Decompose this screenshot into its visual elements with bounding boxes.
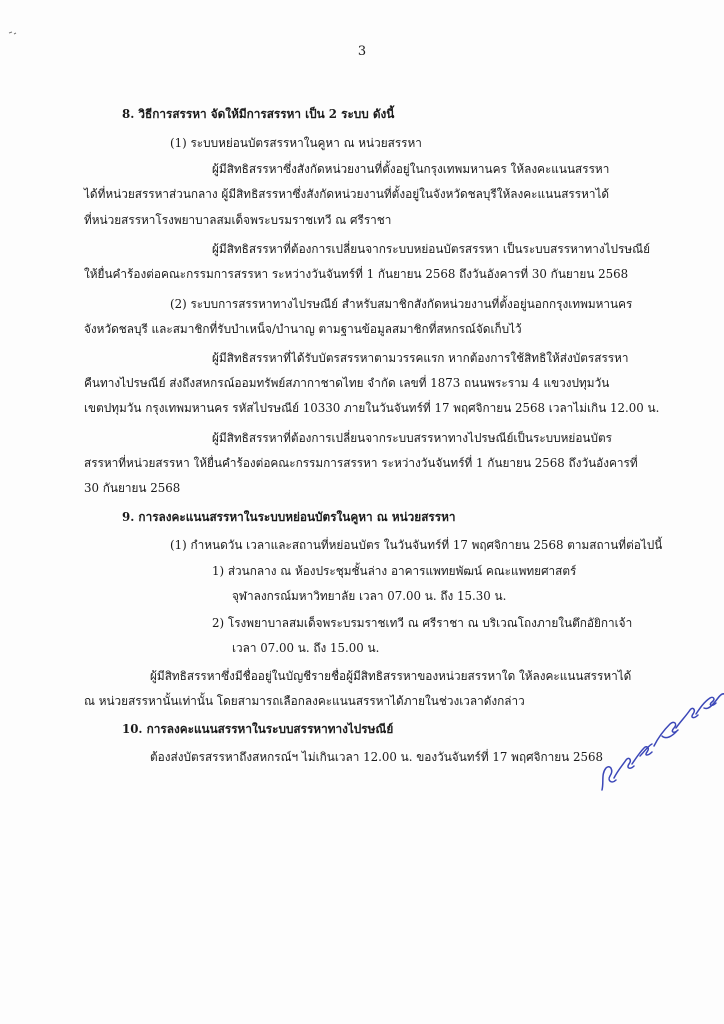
section-9-note-line: ผู้มีสิทธิสรรหาซึ่งมีชื่ออยู่ในบัญชีรายชื่อผู้มีสิทธิสรรหาของหน่วยสรรหาใด ให้ลงคะแนนสรรหาได้	[150, 669, 632, 683]
section-8-sub2-title-cont: จังหวัดชลบุรี และสมาชิกที่รับบำเหน็จ/บำนาญ ตามฐานข้อมูลสมาชิกที่สหกรณ์จัดเก็บไว้	[84, 322, 522, 336]
section-9-place-line: 2) โรงพยาบาลสมเด็จพระบรมราชเทวี ณ ศรีราชา ณ บริเวณโถงภายในตึกอัยิกาเจ้า	[212, 616, 633, 630]
section-9-item1: (1) กำหนดวัน เวลาและสถานที่หย่อนบัตร ในวันจันทร์ที่ 17 พฤศจิกายน 2568 ตามสถานที่ต่อไปนี้	[170, 538, 663, 552]
section-8-sub2-para2-line: สรรหาที่หน่วยสรรหา ให้ยื่นคำร้องต่อคณะกรรมการสรรหา ระหว่างวันจันทร์ที่ 1 กันยายน 2568 ถึงวันอังคารที่	[84, 456, 638, 470]
section-8-sub2-para2-line: ผู้มีสิทธิสรรหาที่ต้องการเปลี่ยนจากระบบสรรหาทางไปรษณีย์เป็นระบบหย่อนบัตร	[212, 431, 612, 445]
section-8-heading: 8. วิธีการสรรหา จัดให้มีการสรรหา เป็น 2 ระบบ ดังนี้	[122, 107, 395, 121]
section-8-sub1-para1-line: ที่หน่วยสรรหาโรงพยาบาลสมเด็จพระบรมราชเทวี ณ ศรีราชา	[84, 213, 392, 227]
section-8-sub2-para2-line: 30 กันยายน 2568	[84, 481, 181, 495]
section-8-sub2-para1-line: คืนทางไปรษณีย์ ส่งถึงสหกรณ์ออมทรัพย์สภากาชาดไทย จำกัด เลขที่ 1873 ถนนพระราม 4 แขวงปทุมวัน	[84, 376, 610, 390]
section-9-note-line: ณ หน่วยสรรหานั้นเท่านั้น โดยสามารถเลือกลงคะแนนสรรหาได้ภายในช่วงเวลาดังกล่าว	[84, 694, 525, 708]
section-10-heading: 10. การลงคะแนนสรรหาในระบบสรรหาทางไปรษณีย์	[122, 722, 394, 736]
section-8-sub2-title: (2) ระบบการสรรหาทางไปรษณีย์ สำหรับสมาชิกสังกัดหน่วยงานที่ตั้งอยู่นอกกรุงเทพมหานคร	[170, 297, 633, 311]
section-8-sub1-para2-line: ให้ยื่นคำร้องต่อคณะกรรมการสรรหา ระหว่างวันจันทร์ที่ 1 กันยายน 2568 ถึงวันอังคารที่ 30 กันยายน 2568	[84, 267, 629, 281]
section-8-sub2-para1-line: ผู้มีสิทธิสรรหาที่ได้รับบัตรสรรหาตามวรรคแรก หากต้องการใช้สิทธิให้ส่งบัตรสรรหา	[212, 351, 629, 365]
section-8-sub1-para1-line: ผู้มีสิทธิสรรหาซึ่งสังกัดหน่วยงานที่ตั้งอยู่ในกรุงเทพมหานคร ให้ลงคะแนนสรรหา	[212, 162, 610, 176]
section-9-heading: 9. การลงคะแนนสรรหาในระบบหย่อนบัตรในคูหา ณ หน่วยสรรหา	[122, 510, 456, 524]
section-10-text: ต้องส่งบัตรสรรหาถึงสหกรณ์ฯ ไม่เกินเวลา 12.00 น. ของวันจันทร์ที่ 17 พฤศจิกายน 2568	[150, 750, 604, 764]
section-9-place-line: จุฬาลงกรณ์มหาวิทยาลัย เวลา 07.00 น. ถึง 15.30 น.	[232, 589, 507, 603]
section-8-sub1-para2-line: ผู้มีสิทธิสรรหาที่ต้องการเปลี่ยนจากระบบหย่อนบัตรสรรหา เป็นระบบสรรหาทางไปรษณีย์	[212, 242, 650, 256]
section-8-sub1-para1-line: ได้ที่หน่วยสรรหาส่วนกลาง ผู้มีสิทธิสรรหาซึ่งสังกัดหน่วยงานที่ตั้งอยู่ในจังหวัดชลบุรีให้ลงคะแนนสรรหาได้	[84, 187, 610, 201]
section-8-sub1-title: (1) ระบบหย่อนบัตรสรรหาในคูหา ณ หน่วยสรรหา	[170, 136, 422, 150]
section-8-sub2-para1-line: เขตปทุมวัน กรุงเทพมหานคร รหัสไปรษณีย์ 10330 ภายในวันจันทร์ที่ 17 พฤศจิกายน 2568 เวลาไม่เกิน 12.00 น.	[84, 401, 660, 415]
page-number: 3	[357, 44, 367, 59]
section-9-place-line: เวลา 07.00 น. ถึง 15.00 น.	[232, 641, 380, 655]
section-9-place-line: 1) ส่วนกลาง ณ ห้องประชุมชั้นล่าง อาคารแพทยพัฒน์ คณะแพทยศาสตร์	[212, 564, 577, 578]
handwritten-signature	[592, 686, 724, 796]
scan-speck	[8, 30, 18, 36]
